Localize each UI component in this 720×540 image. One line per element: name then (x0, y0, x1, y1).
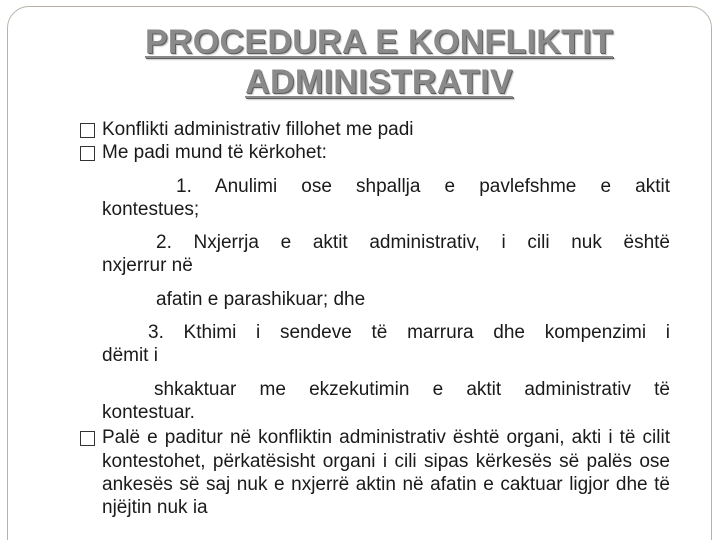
checkbox-bullet-icon (80, 431, 95, 446)
list-item-2 (80, 231, 670, 311)
item-3-line-2: dëmit i (102, 345, 158, 367)
list-item-3 (80, 321, 670, 424)
bullet-text-3: Palë e paditur në konfliktin administrativ është organi, akti i të cilit kontestohet, përkatësisht organi i cili sipas kërkesës së palës ose ankesës së saj nuk e nxjerrë aktin në afatin e caktuar ligjor dhe të njëjtin nuk ia (102, 427, 670, 519)
checkbox-bullet-icon (80, 123, 95, 138)
item-2-line-2: nxjerrur në (102, 255, 193, 277)
item-2-line-1: 2. Nxjerrja e aktit administrativ, i cili nuk është (156, 232, 670, 254)
bullet-item-2 (80, 141, 670, 164)
bullet-text-1: Konflikti administrativ fillohet me padi (102, 119, 414, 140)
checkbox-bullet-icon (80, 146, 95, 161)
item-1-line-2: kontestues; (102, 198, 200, 220)
list-item-1 (80, 175, 670, 222)
title-line-2: ADMINISTRATIV (245, 63, 513, 101)
slide-title (0, 22, 720, 102)
bullet-item-3 (80, 426, 670, 519)
item-3-line-1: 3. Kthimi i sendeve të marrura dhe kompenzimi i (148, 322, 670, 344)
bullet-item-1 (80, 118, 670, 141)
bullet-text-2: Me padi mund të kërkohet: (102, 142, 327, 164)
slide-body (80, 118, 670, 519)
item-1-line-1: 1. Anulimi ose shpallja e pavlefshme e aktit (176, 175, 670, 197)
item-3-line-3: shkaktuar me ekzekutimin e aktit administrativ të (154, 378, 670, 400)
title-line-1: PROCEDURA E KONFLIKTIT (144, 23, 614, 61)
item-3-line-4: kontestuar. (102, 401, 195, 423)
item-2-line-3: afatin e parashikuar; dhe (156, 288, 366, 310)
